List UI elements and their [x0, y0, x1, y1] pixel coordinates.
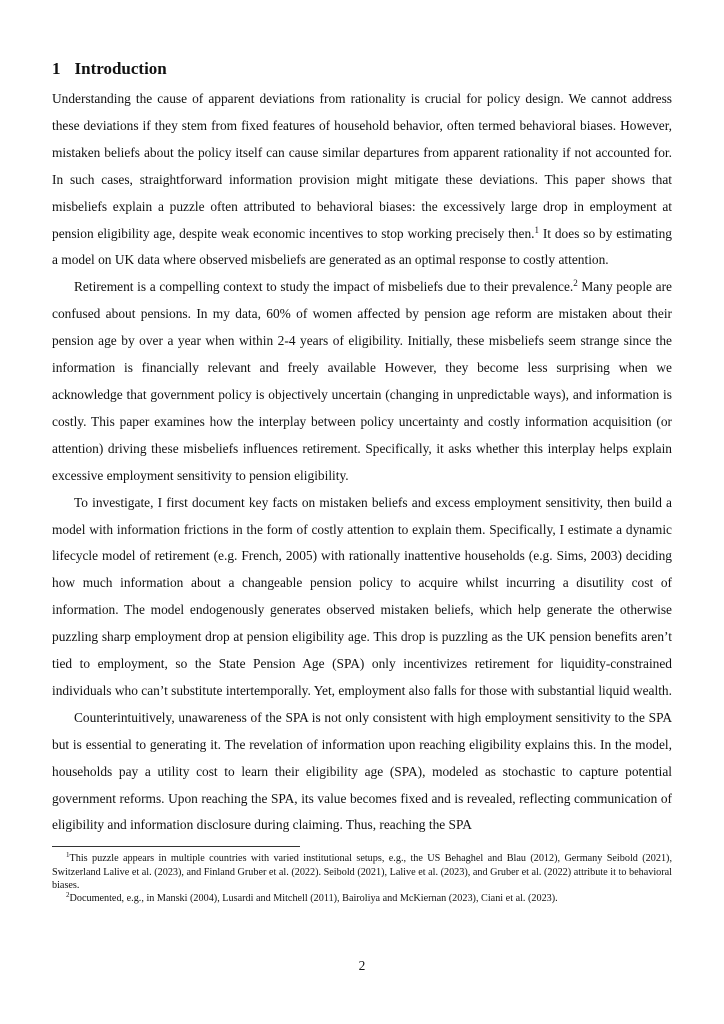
- page-number: 2: [358, 958, 366, 973]
- paragraph-text: Understanding the cause of apparent deviations from rationality is crucial for policy design. We cannot address these deviations if they stem from fixed features of household behavior, often termed behavioral biases. However, mistaken beliefs about the policy itself can cause similar departures from apparent rationality if not accounted for. In such cases, straightforward information provision might mitigate these deviations. This paper shows that misbeliefs explain a puzzle often attributed to behavioral biases: the excessively large drop in employment at pension eligibility age, despite weak economic incentives to stop working precisely then.: [52, 91, 672, 241]
- paragraph-1: [52, 86, 672, 274]
- footnote-mark: 2: [66, 890, 70, 899]
- footnote-marker-2[interactable]: 2: [573, 278, 578, 289]
- paragraph-4: [52, 705, 672, 840]
- paragraph-text: To investigate, I first document key facts on mistaken beliefs and excess employment sensitivity, then build a model with information frictions in the form of costly attention to explain them. Specifically, I estimate a dynamic lifecycle model of retirement (e.g. French, 2005) with rationally inattentive households (e.g. Sims, 2003) deciding how much information about a changeable pension policy to acquire whilst incurring a disutility cost of information. The model endogenously generates observed mistaken beliefs, which help generate the otherwise puzzling sharp employment drop at pension eligibility age. This drop is puzzling as the UK pension benefits aren’t tied to employment, so the State Pension Age (SPA) only incentivizes retirement for liquidity-constrained individuals who can’t substitute intertemporally. Yet, employment also falls for those with substantial liquid wealth.: [52, 494, 672, 698]
- section-number: 1: [52, 59, 61, 78]
- paragraph-text: Many people are confused about pensions. In my data, 60% of women affected by pension age reform are mistaken about their pension age by over a year when within 2-4 years of eligibility. Initially, these misbeliefs seem strange since the information is financially relevant and freely available However, they become less surprising when we acknowledge that government policy is objectively uncertain (changing in unpredictable ways), and information is costly. This paper examines how the interplay between policy uncertainty and costly information acquisition (or attention) driving these misbeliefs influences retirement. Specifically, it asks whether this interplay helps explain excessive employment sensitivity to pension eligibility.: [52, 279, 672, 483]
- paragraph-text: Counterintuitively, unawareness of the SPA is not only consistent with high employment sensitivity to the SPA but is essential to generating it. The revelation of information upon reaching eligibility explains this. In the model, households pay a utility cost to learn their eligibility age (SPA), modeled as stochastic to capture potential government reforms. Upon reaching the SPA, its value becomes fixed and is revealed, reflecting communication of eligibility and information disclosure during claiming. Thus, reaching the SPA: [52, 709, 672, 833]
- footnote-marker-1[interactable]: 1: [534, 224, 539, 235]
- section-title: Introduction: [74, 59, 167, 78]
- paragraph-text: It does so by estimating a model on UK data where observed misbeliefs are generated as an optimal response to costly attention.: [52, 225, 672, 268]
- footnote-text: Documented, e.g., in Manski (2004), Lusardi and Mitchell (2011), Bairoliya and McKiernan (2023), Ciani et al. (2023).: [69, 892, 558, 904]
- section-heading: [52, 56, 672, 82]
- footnote-1: [52, 852, 672, 892]
- paragraph-2: [52, 274, 672, 489]
- paragraph-text: Retirement is a compelling context to study the impact of misbeliefs due to their prevalence.: [74, 279, 574, 295]
- footnote-mark: 1: [66, 851, 70, 860]
- paragraph-3: [52, 490, 672, 705]
- footnote-text: This puzzle appears in multiple countries with varied institutional setups, e.g., the US Behaghel and Blau (2012), Germany Seibold (2021), Switzerland Lalive et al. (2023), and Finland Gruber et al. (2022). Seibold (2021), Lalive et al. (2023), and Gruber et al. (2022) attribute it to behavioral biases.: [52, 853, 672, 891]
- footnote-divider: [52, 846, 300, 847]
- footnote-2: [52, 892, 672, 905]
